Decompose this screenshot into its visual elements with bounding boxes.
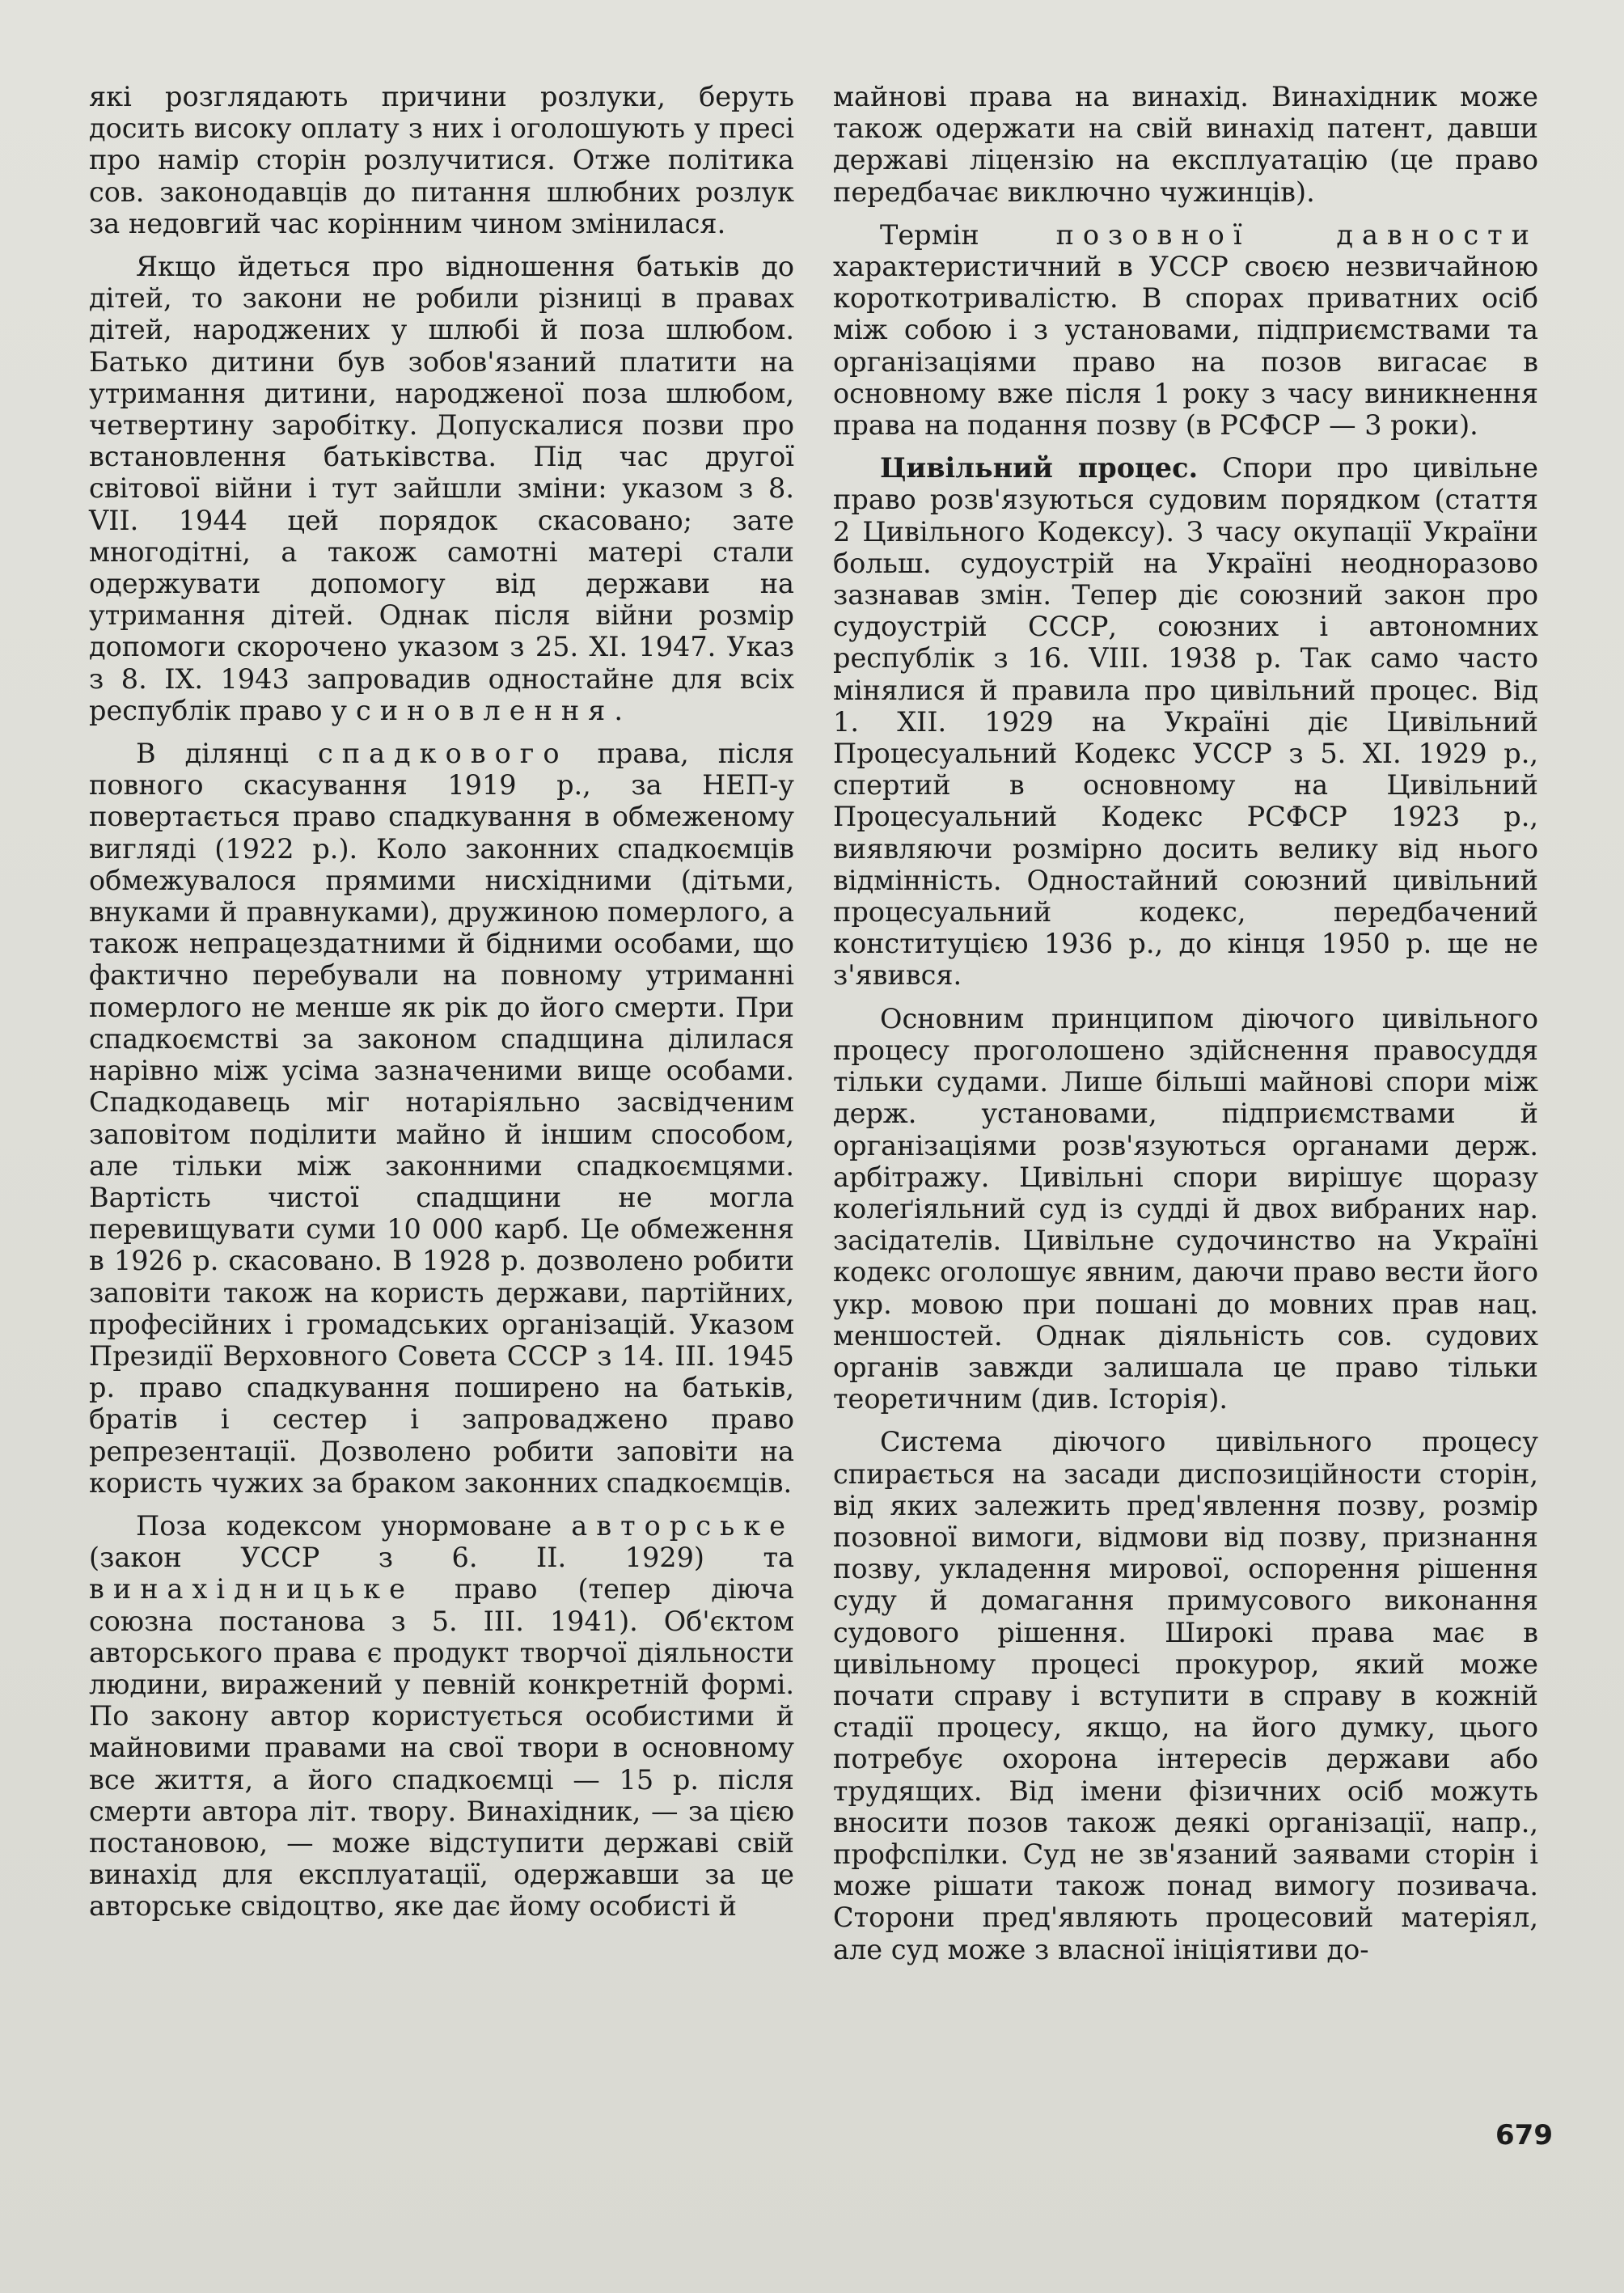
paragraph: Термін позовної давности характеристичний в УССР своєю незвичайною короткотривалістю. В спорах приватних осіб між собою і з установами, підприємствами та організаціями право на позов вигасає в основному вже після 1 року з часу виникнення права на подання позву (в РСФСР — 3 роки). <box>833 218 1538 442</box>
spaced-term: усиновлення. <box>331 694 632 726</box>
left-column <box>89 81 794 1934</box>
section-heading: Цивільний процес. <box>880 452 1199 484</box>
paragraph: майнові права на винахід. Винахідник може також одержати на свій винахід патент, давши державі ліцензію на експлуатацію (це право передбачає виключно чужинців). <box>833 81 1538 208</box>
spaced-term: спадкового <box>317 738 569 770</box>
paragraph: Основним принципом діючого цивільного процесу проголошено здійснення правосуддя тільки судами. Лише більші майнові спори між держ. установами, підприємствами й організаціями розв'язуються органами держ. арбітражу. Цивільні спори вирішує щоразу колеґіяльний суд із судді й двох вибраних нар. засідателів. Цивільне судочинство на Україні кодекс оголошує явним, даючи право вести його укр. мовою при пошані до мовних прав нац. меншостей. Однак діяльність сов. судових органів завжди залишала це право тільки теоретичним (див. Історія). <box>833 1002 1538 1415</box>
paragraph: які розглядають причини розлуки, беруть досить високу оплату з них і оголошують у пресі про намір сторін розлучитися. Отже політика сов. законодавців до питання шлюбних розлук за недовгий час корінним чином змінилася. <box>89 81 794 239</box>
spaced-term: позовної давности <box>1055 218 1538 251</box>
page-number: 679 <box>1495 2119 1553 2151</box>
paragraph: Цивільний процес. Спори про цивільне право розв'язуються судовим порядком (стаття 2 Цивільного Кодексу). З часу окупації України больш. судоустрій на Україні неодноразово зазнавав змін. Тепер діє союзний закон про судоустрій СССР, союзних і автономних республік з 16. VIII. 1938 р. Так само часто мінялися й правила про цивільний процес. Від 1. XII. 1929 на Україні діє Цивільний Процесуальний Кодекс УССР з 5. XI. 1929 р., спертий в основному на Цивільний Процесуальний Кодекс РСФСР 1923 р., виявляючи розмірно досить велику від нього відмінність. Одностайний союзний цивільний процесуальний кодекс, передбачений конституцією 1936 р., до кінця 1950 р. ще не з'явився. <box>833 452 1538 992</box>
paragraph: Якщо йдеться про відношення батьків до дітей, то закони не робили різниці в правах дітей, народжених у шлюбі й поза шлюбом. Батько дитини був зобов'язаний платити на утримання дитини, народженої поза шлюбом, четвертину заробітку. Допускалися позви про встановлення батьківства. Під час другої світової війни і тут зайшли зміни: указом з 8. VII. 1944 цей порядок скасовано; зате многодітні, а також самотні матері стали одержувати допомогу від держави на утримання дітей. Однак після війни розмір допомоги скорочено указом з 25. XI. 1947. Указ з 8. IX. 1943 запровадив одностайне для всіх республік право усиновлення. <box>89 251 794 726</box>
paragraph: Система діючого цивільного процесу спирається на засади диспозиційности сторін, від яких залежить пред'явлення позву, розмір позовної вимоги, відмови від позву, признання позву, укладення мирової, оспорення рішення суду й домагання примусового виконання судового рішення. Широкі права має в цивільному процесі прокурор, який може почати справу і вступити в справу в кожній стадії процесу, якщо, на його думку, цього потребує охорона інтересів держави або трудящих. Від імени фізичних осіб можуть вносити позов також деякі організації, напр., профспілки. Суд не зв'язаний заявами сторін і може рішати також понад вимогу позивача. Сторони пред'являють процесовий матеріял, але суд може з власної ініціятиви до- <box>833 1426 1538 1965</box>
spaced-term: авторське <box>571 1509 794 1542</box>
right-column <box>833 81 1538 1977</box>
paragraph: В ділянці спадкового права, після повного скасування 1919 р., за НЕП-у повертається право спадкування в обмеженому вигляді (1922 р.). Коло законних спадкоємців обмежувалося прямими нисхідними (дітьми, внуками й правнуками), дружиною померлого, а також непрацездатними й бідними особами, що фактично перебували на повному утриманні померлого не менше як рік до його смерти. При спадкоємстві за законом спадщина ділилася нарівно між усіма зазначеними вище особами. Спадкодавець міг нотаріяльно засвідченим заповітом поділити майно й іншим способом, але тільки між законними спадкоємцями. Вартість чистої спадщини не могла перевищувати суми 10 000 карб. Це обмеження в 1926 р. скасовано. В 1928 р. дозволено робити заповіти також на користь держави, партійних, професійних і громадських організацій. Указом Президії Верховного Совета СССР з 14. III. 1945 р. право спадкування поширено на батьків, братів і сестер і запроваджено право репрезентації. Дозволено робити заповіти на користь чужих за браком законних спадкоємців. <box>89 738 794 1499</box>
paragraph: Поза кодексом унормоване авторське (закон УССР з 6. II. 1929) та винахідницьке право (тепер діюча союзна постанова з 5. III. 1941). Об'єктом авторського права є продукт творчої діяльности людини, виражений у певній конкретній формі. По закону автор користується особистими й майновими правами на свої твори в основному все життя, а його спадкоємці — 15 р. після смерти автора літ. твору. Винахідник, — за цією постановою, — може відступити державі свій винахід для експлуатації, одержавши за це авторське свідоцтво, яке дає йому особисті й <box>89 1509 794 1923</box>
spaced-term: винахідницьке <box>89 1573 414 1606</box>
